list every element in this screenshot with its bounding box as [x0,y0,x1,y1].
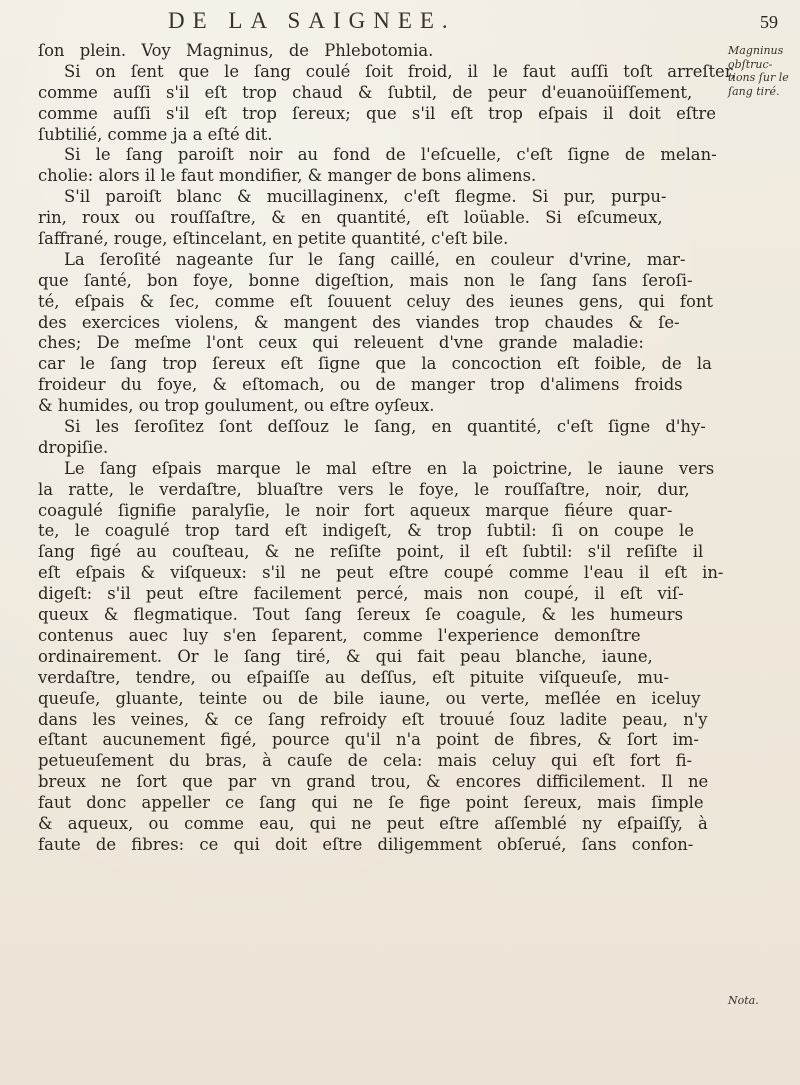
text-line: rin, roux ou rouſſaſtre, & en quantité, eſt loüable. Si eſcumeux, [38,208,663,228]
text-line: dans les veines, & ce ſang refroidy eſt trouué ſouz ladite peau, n'y [38,709,708,729]
text-line: queux & flegmatique. Tout ſang ſereux ſe coagule, & les humeurs [38,605,684,625]
text-line: comme auſſi s'il eſt trop chaud & ſubtil, de peur d'euanoüiſſement, [38,82,693,102]
text-line: faut donc appeller ce ſang qui ne ſe fige point ſereux, mais ſimple [38,793,704,813]
text-line: faute de fibres: ce qui doit eſtre diligemment obſerué, ſans confon- [38,834,694,854]
margin-note-magninus [728,44,798,98]
text-line: dropiſie. [38,437,109,457]
text-line: ordinairement. Or le ſang tiré, & qui fait peau blanche, iaune, [38,646,653,666]
text-line: Le ſang eſpais marque le mal eſtre en la poictrine, le iaune vers [64,458,715,478]
running-title: DE LA SAIGNEE. [168,8,456,33]
text-line: ſang figé au couſteau, & ne reſiſte point, il eſt ſubtil: s'il reſiſte il [38,542,704,562]
text-line: eſt eſpais & viſqueux: s'il ne peut eſtre coupé comme l'eau il eſt in- [38,563,724,583]
text-line: ches; De meſme l'ont ceux qui releuent d'vne grande maladie: [38,333,644,353]
text-line: verdaſtre, tendre, ou eſpaiſſe au deſſus, eſt pituite viſqueuſe, mu- [38,667,670,687]
text-line: ſubtilié, comme ja a eſté dit. [38,124,273,144]
text-line: & humides, ou trop goulument, ou eſtre oyſeux. [38,396,435,416]
text-line: ſaffrané, rouge, eſtincelant, en petite quantité, c'eſt bile. [38,229,509,249]
text-line: Si on ſent que le ſang coulé ſoit froid, il le faut auſſi toſt arreſter, [64,61,736,81]
margin-note-line: Nota. [728,994,759,1007]
text-line: digeſt: s'il peut eſtre facilement percé, mais non coupé, il eſt viſ- [38,584,684,604]
text-line: La ſeroſité nageante ſur le ſang caillé, en couleur d'vrine, mar- [64,249,686,269]
text-line: & aqueux, ou comme eau, qui ne peut eſtre aſſemblé ny eſpaiſſy, à [38,813,708,833]
text-line: te, le coagulé trop tard eſt indigeſt, & trop ſubtil: ſi on coupe le [38,521,694,541]
text-line: Si le ſang paroiſt noir au fond de l'eſcuelle, c'eſt ſigne de melan- [64,145,717,165]
text-line: froideur du foye, & eſtomach, ou de manger trop d'alimens froids [38,375,683,395]
body-text [38,41,736,856]
text-line: ſon plein. Voy Magninus, de Phlebotomia. [38,41,434,60]
text-line: queuſe, gluante, teinte ou de bile iaune, ou verte, meſlée en iceluy [38,688,701,708]
margin-note-line: ſang tiré. [728,84,780,98]
page-number: 59 [760,12,778,32]
text-line: coagulé ſignifie paralyſie, le noir fort aqueux marque fiéure quar- [38,500,673,520]
text-line: la ratte, le verdaſtre, bluaſtre vers le foye, le rouſſaſtre, noir, dur, [38,479,690,499]
text-line: contenus auec luy s'en ſeparent, comme l'experience demonſtre [38,625,641,645]
text-line: que ſanté, bon foye, bonne digeſtion, mais non le ſang ſans ſeroſi- [38,270,693,290]
text-line: comme auſſi s'il eſt trop ſereux; que s'il eſt trop eſpais il doit eſtre [38,103,716,123]
text-line: eſtant aucunement figé, pource qu'il n'a point de fibres, & ſort im- [38,730,699,750]
margin-note-line: tions ſur le [728,71,789,84]
text-line: cholie: alors il le faut mondifier, & manger de bons alimens. [38,166,537,186]
text-line: Si les ſeroſitez ſont deſſouz le ſang, en quantité, c'eſt ſigne d'hy- [64,417,706,437]
text-line: breux ne ſort que par vn grand trou, & encores difficilement. Il ne [38,772,709,792]
text-line: S'il paroiſt blanc & mucillaginenx, c'eſt flegme. Si pur, purpu- [64,187,667,207]
margin-note-nota [728,994,798,1008]
text-line: petueuſement du bras, à cauſe de cela: mais celuy qui eſt fort fi- [38,751,693,771]
margin-note-line: obſtruc- [728,57,773,71]
text-line: car le ſang trop ſereux eſt ſigne que la concoction eſt foible, de la [38,354,712,374]
text-line: té, eſpais & ſec, comme eſt ſouuent celuy des ieunes gens, qui font [38,291,713,311]
text-line: des exercices violens, & mangent des viandes trop chaudes & ſe- [38,312,680,332]
margin-note-line: Magninus [728,44,784,57]
